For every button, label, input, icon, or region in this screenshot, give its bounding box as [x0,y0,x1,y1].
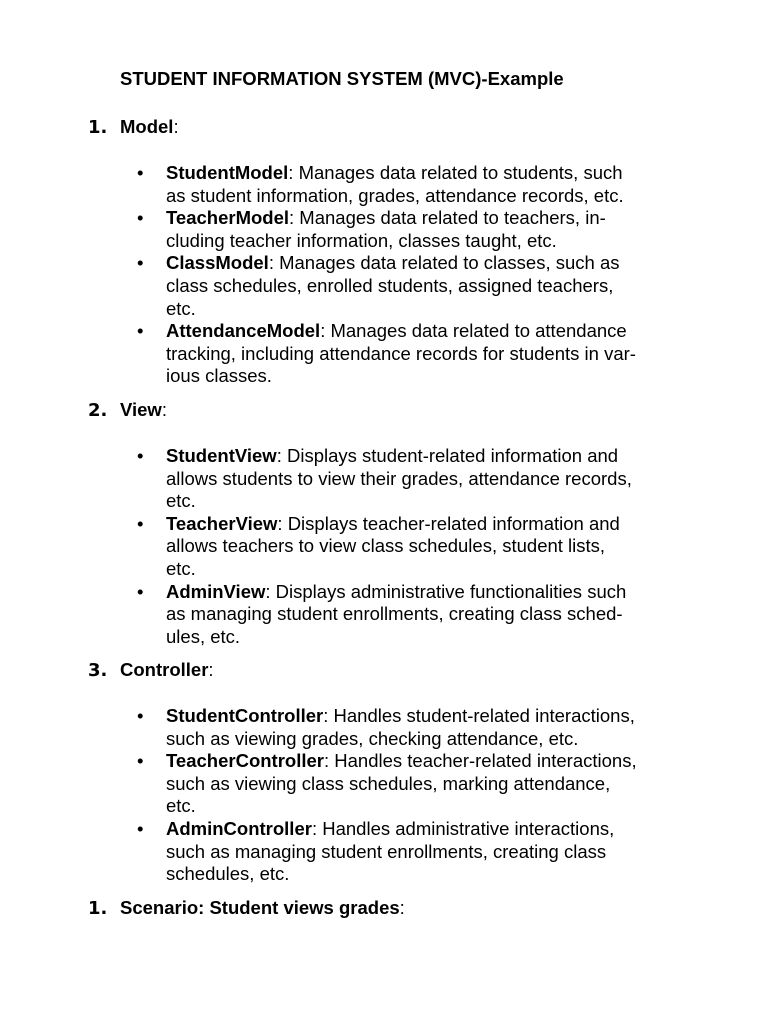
section-heading [88,399,167,425]
section-colon: : [173,116,179,137]
bullet-icon: • [137,512,144,534]
item-name: StudentController [166,705,324,726]
item-line [166,298,696,321]
bullet-icon: • [137,207,144,229]
item-line [166,513,696,536]
item-description: etc. [166,490,196,512]
item-name: ClassModel [166,252,269,274]
item-description: : Handles teacher-related interactions, [323,750,637,772]
item-line [166,795,696,818]
item-name: TeacherController [166,750,324,772]
list-item [0,705,696,750]
list-item [0,750,696,818]
item-line [166,445,696,468]
item-description: : Manages data related to teachers, in- [289,207,606,229]
bullet-list [0,162,696,388]
list-item [0,513,696,581]
item-line [166,490,696,513]
list-item [0,445,696,513]
list-item [0,581,696,649]
document-title: STUDENT INFORMATION SYSTEM (MVC)-Example [120,68,564,89]
item-description: allows teachers to view class schedules, student lists, [166,535,606,557]
section-label: View [120,399,162,420]
bullet-icon: • [137,162,144,183]
section-label: Controller [120,659,209,680]
item-line [166,603,696,626]
item-line [166,230,696,253]
bullet-icon: • [137,320,144,342]
item-description: : Displays teacher-related information and [277,512,620,534]
item-line [166,728,696,751]
item-description: such as viewing grades, checking attendance, etc. [166,727,579,749]
item-description: class schedules, enrolled students, assigned teachers, [166,274,614,296]
item-line [166,162,696,185]
item-line [166,581,696,604]
item-line [166,365,696,388]
item-line [166,558,696,581]
item-line [166,320,696,343]
item-name: TeacherModel [166,207,290,229]
item-line [166,343,696,366]
item-name: TeacherView [166,512,278,534]
section-label: Scenario: Student views grades [120,897,400,918]
item-line [166,252,696,275]
item-description: etc. [166,297,196,319]
item-line [166,773,696,796]
item-description: as managing student enrollments, creating class sched- [166,603,623,625]
item-line [166,207,696,230]
section-label: Model [120,116,174,137]
item-name: StudentView [166,445,277,466]
bullet-list [0,445,696,648]
bullet-icon: • [137,445,144,466]
item-description: : Handles student-related interactions, [323,705,635,726]
section-number: 1. [88,117,108,138]
item-description: ules, etc. [166,625,241,647]
section-colon: : [399,897,405,918]
list-item [0,252,696,320]
item-line [166,818,696,841]
item-name: AdminController [166,817,312,839]
item-name: AttendanceModel [166,320,321,342]
section-heading [88,897,405,923]
item-line [166,468,696,491]
bullet-icon: • [137,817,144,839]
bullet-icon: • [137,750,144,772]
item-description: etc. [166,795,196,817]
item-description: : Manages data related to attendance [320,320,627,342]
item-description: cluding teacher information, classes taught, etc. [166,229,557,251]
section-number: 1. [88,898,108,919]
item-line [166,275,696,298]
item-description: as student information, grades, attendance records, etc. [166,184,624,206]
item-name: AdminView [166,580,266,602]
section-heading [88,659,214,685]
section-number: 2. [88,400,108,421]
item-line [166,863,696,886]
item-line [166,535,696,558]
item-line [166,705,696,728]
section-colon: : [161,399,167,420]
list-item [0,162,696,207]
item-description: : Manages data related to classes, such as [268,252,620,274]
bullet-icon: • [137,705,144,726]
item-description: allows students to view their grades, attendance records, [166,467,632,489]
bullet-list [0,705,696,886]
item-description: ious classes. [166,365,272,387]
item-description: : Displays student-related information and [276,445,619,466]
item-line [166,750,696,773]
item-line [166,841,696,864]
item-description: tracking, including attendance records for students in var- [166,342,636,364]
item-name: StudentModel [166,162,289,183]
bullet-icon: • [137,252,144,274]
section-colon: : [208,659,214,680]
item-description: : Manages data related to students, such [288,162,623,183]
list-item [0,207,696,252]
section-heading [88,116,179,142]
item-description: such as managing student enrollments, creating class [166,840,607,862]
item-description: such as viewing class schedules, marking attendance, [166,772,611,794]
item-description: : Displays administrative functionalities such [265,580,627,602]
list-item [0,818,696,886]
item-line [166,185,696,208]
item-line [166,626,696,649]
item-description: etc. [166,557,196,579]
section-number: 3. [88,660,108,681]
item-description: : Handles administrative interactions, [311,817,615,839]
bullet-icon: • [137,580,144,602]
item-description: schedules, etc. [166,863,290,885]
list-item [0,320,696,388]
